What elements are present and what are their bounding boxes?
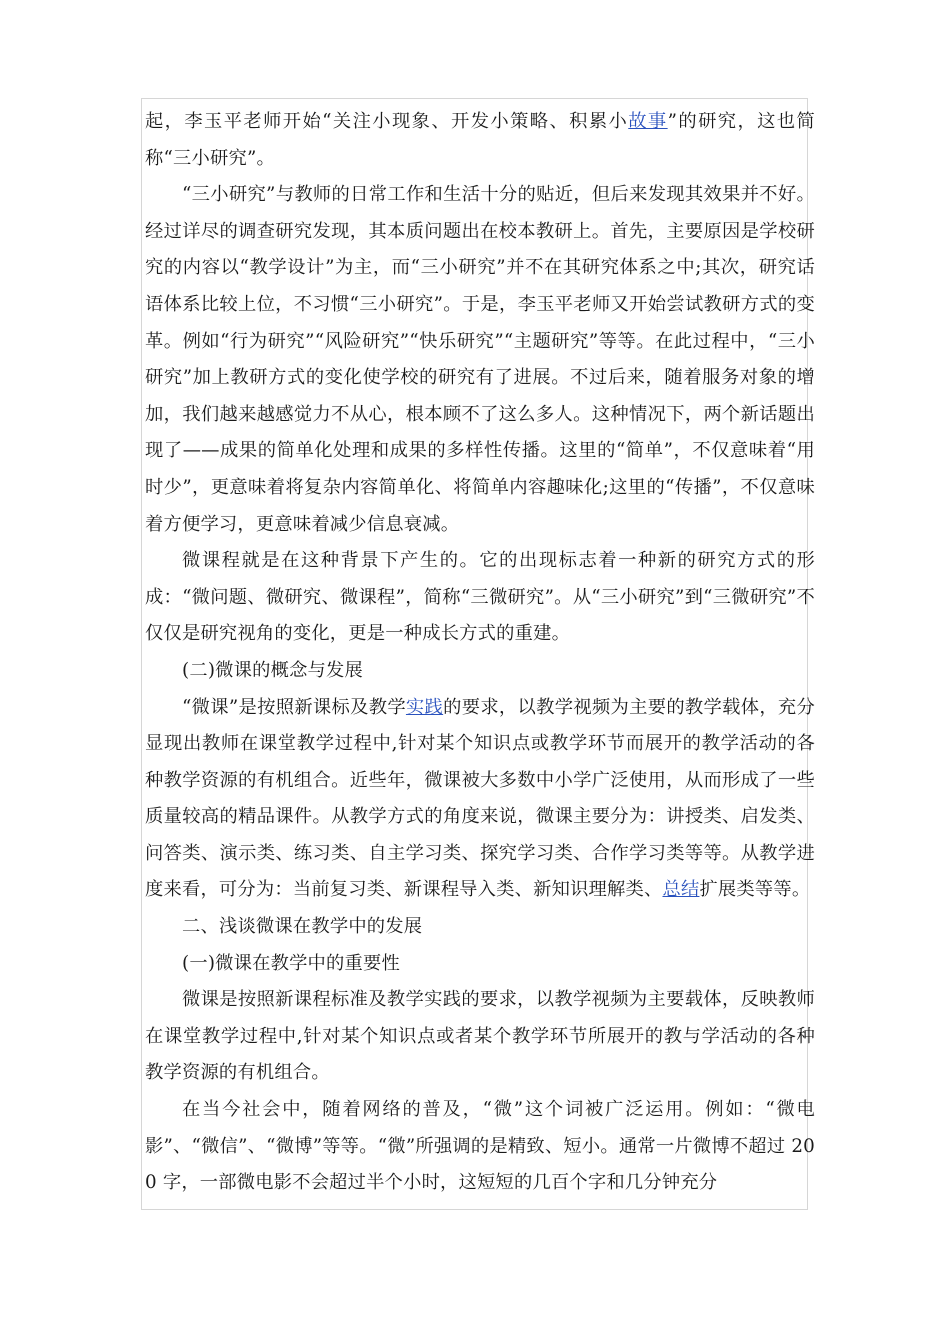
- paragraph: [145, 177, 815, 543]
- paragraph-text: 的要求，以教学视频为主要的教学载体，充分显现出教师在课堂教学过程中,针对某个知识点或教学环节而展开的教学活动的各种教学资源的有机组合。近些年，微课被大多数中小学广泛使用，从而形成了一些质量较高的精品课件。从教学方式的角度来说，微课主要分为：讲授类、启发类、问答类、演示类、练习类、自主学习类、探究学习类、合作学习类等等。从教学进度来看，可分为：当前复习类、新课程导入类、新知识理解类、: [145, 696, 815, 901]
- paragraph-text: 二、浅谈微课在教学中的发展: [182, 916, 423, 938]
- inline-link[interactable]: 总结: [662, 879, 700, 901]
- paragraph: [145, 690, 815, 910]
- paragraph: [145, 982, 815, 1092]
- paragraph-text: “三小研究”与教师的日常工作和生活十分的贴近，但后来发现其效果并不好。经过详尽的调查研究发现，其本质问题出在校本教研上。首先，主要原因是学校研究的内容以“教学设计”为主，而“三小研究”并不在其研究体系之中;其次，研究话语体系比较上位，不习惯“三小研究”。于是，李玉平老师又开始尝试教研方式的变革。例如“行为研究”“风险研究”“快乐研究”“主题研究”等等。在此过程中，“三小研究”加上教研方式的变化使学校的研究有了进展。不过后来，随着服务对象的增加，我们越来越感觉力不从心，根本顾不了这么多人。这种情况下，两个新话题出现了——成果的简单化处理和成果的多样性传播。这里的“简单”，不仅意味着“用时少”，更意味着将复杂内容简单化、将简单内容趣味化;这里的“传播”，不仅意味着方便学习，更意味着减少信息衰减。: [145, 184, 815, 535]
- paragraph-text: 起，李玉平老师开始“关注小现象、开发小策略、积累小: [145, 111, 629, 132]
- inline-link[interactable]: 故事: [628, 111, 668, 132]
- paragraph: [145, 653, 815, 690]
- paragraph: [145, 104, 815, 177]
- paragraph-text: ”的研究，这也简称“三小研究”。: [145, 111, 815, 169]
- paragraph-text: (二)微课的概念与发展: [182, 659, 363, 681]
- inline-link[interactable]: 实践: [405, 696, 444, 718]
- paragraph: [145, 909, 815, 946]
- paragraph: [145, 1092, 815, 1202]
- document-body: [145, 104, 815, 1202]
- paragraph-text: 在当今社会中，随着网络的普及，“微”这个词被广泛运用。例如：“微电影”、“微信”、“微博”等等。“微”所强调的是精致、短小。通常一片微博不超过 200 字，一部微电影不会超过半个小时，这短短的几百个字和几分钟充分: [145, 1099, 815, 1194]
- paragraph-text: 扩展类等等。: [699, 879, 811, 901]
- paragraph-text: “微课”是按照新课标及教学: [182, 696, 406, 718]
- paragraph-text: (一)微课在教学中的重要性: [182, 952, 400, 974]
- paragraph: [145, 543, 815, 653]
- paragraph: [145, 946, 815, 983]
- paragraph-text: 微课是按照新课程标准及教学实践的要求，以教学视频为主要载体，反映教师在课堂教学过程中,针对某个知识点或者某个教学环节所展开的教与学活动的各种教学资源的有机组合。: [145, 989, 815, 1084]
- paragraph-text: 微课程就是在这种背景下产生的。它的出现标志着一种新的研究方式的形成：“微问题、微研究、微课程”，简称“三微研究”。从“三小研究”到“三微研究”不仅仅是研究视角的变化，更是一种成长方式的重建。: [145, 550, 815, 645]
